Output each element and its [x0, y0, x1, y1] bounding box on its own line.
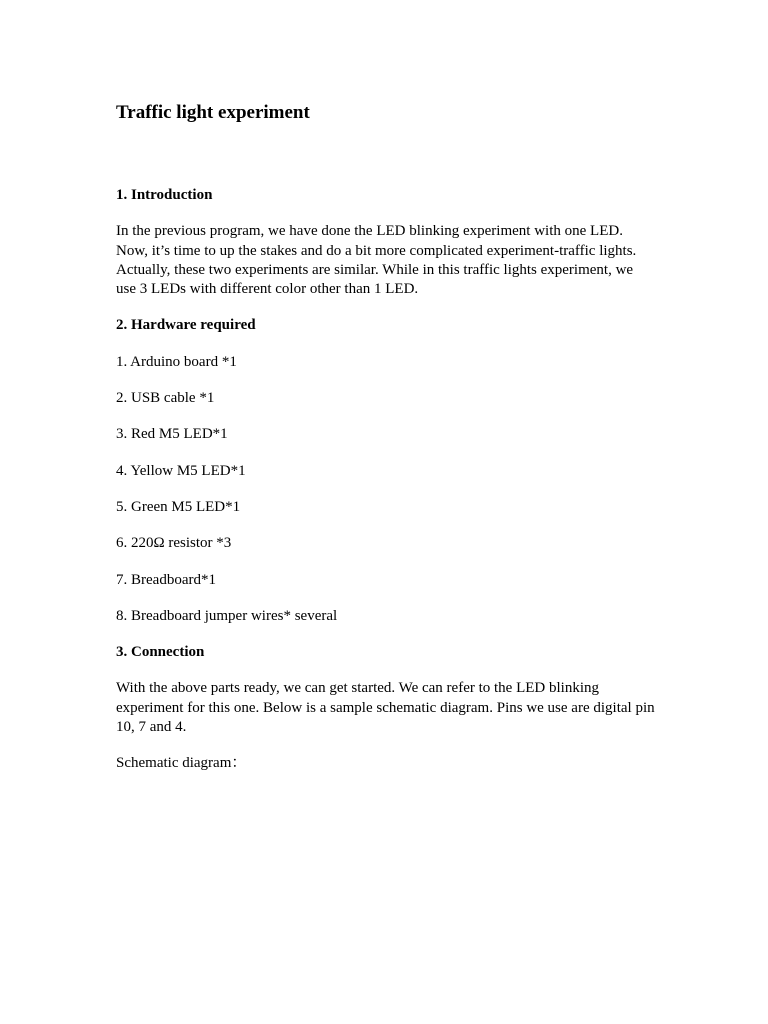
section-heading-introduction: 1. Introduction [116, 187, 213, 203]
section-heading-connection: 3. Connection [116, 644, 205, 661]
list-item: 2. USB cable *1 [116, 390, 215, 407]
introduction-paragraph: In the previous program, we have done the LED blinking experiment with one LED. Now, it’s time to up the stakes and do a bit more complicated experiment-traffic lights. Actually, these two experiments are similar. While in this traffic lights experiment, we use 3 LEDs with different color other than 1 LED. [116, 223, 637, 298]
schematic-caption: Schematic diagram： [116, 755, 247, 772]
document-title: Traffic light experiment [116, 102, 310, 123]
section-heading-hardware: 2. Hardware required [116, 317, 256, 334]
document-body [116, 186, 656, 791]
list-item: 3. Red M5 LED*1 [116, 426, 228, 443]
list-item: 4. Yellow M5 LED*1 [116, 462, 246, 479]
list-item: 1. Arduino board *1 [116, 353, 237, 370]
connection-paragraph: With the above parts ready, we can get started. We can refer to the LED blinking experiment for this one. Below is a sample schematic diagram. Pins we use are digital pin 10, 7 and 4. [116, 680, 655, 736]
list-item: 7. Breadboard*1 [116, 571, 216, 588]
hardware-list [116, 353, 656, 626]
list-item: 8. Breadboard jumper wires* several [116, 607, 338, 624]
list-item: 5. Green M5 LED*1 [116, 498, 241, 515]
list-item: 6. 220Ω resistor *3 [116, 535, 232, 552]
